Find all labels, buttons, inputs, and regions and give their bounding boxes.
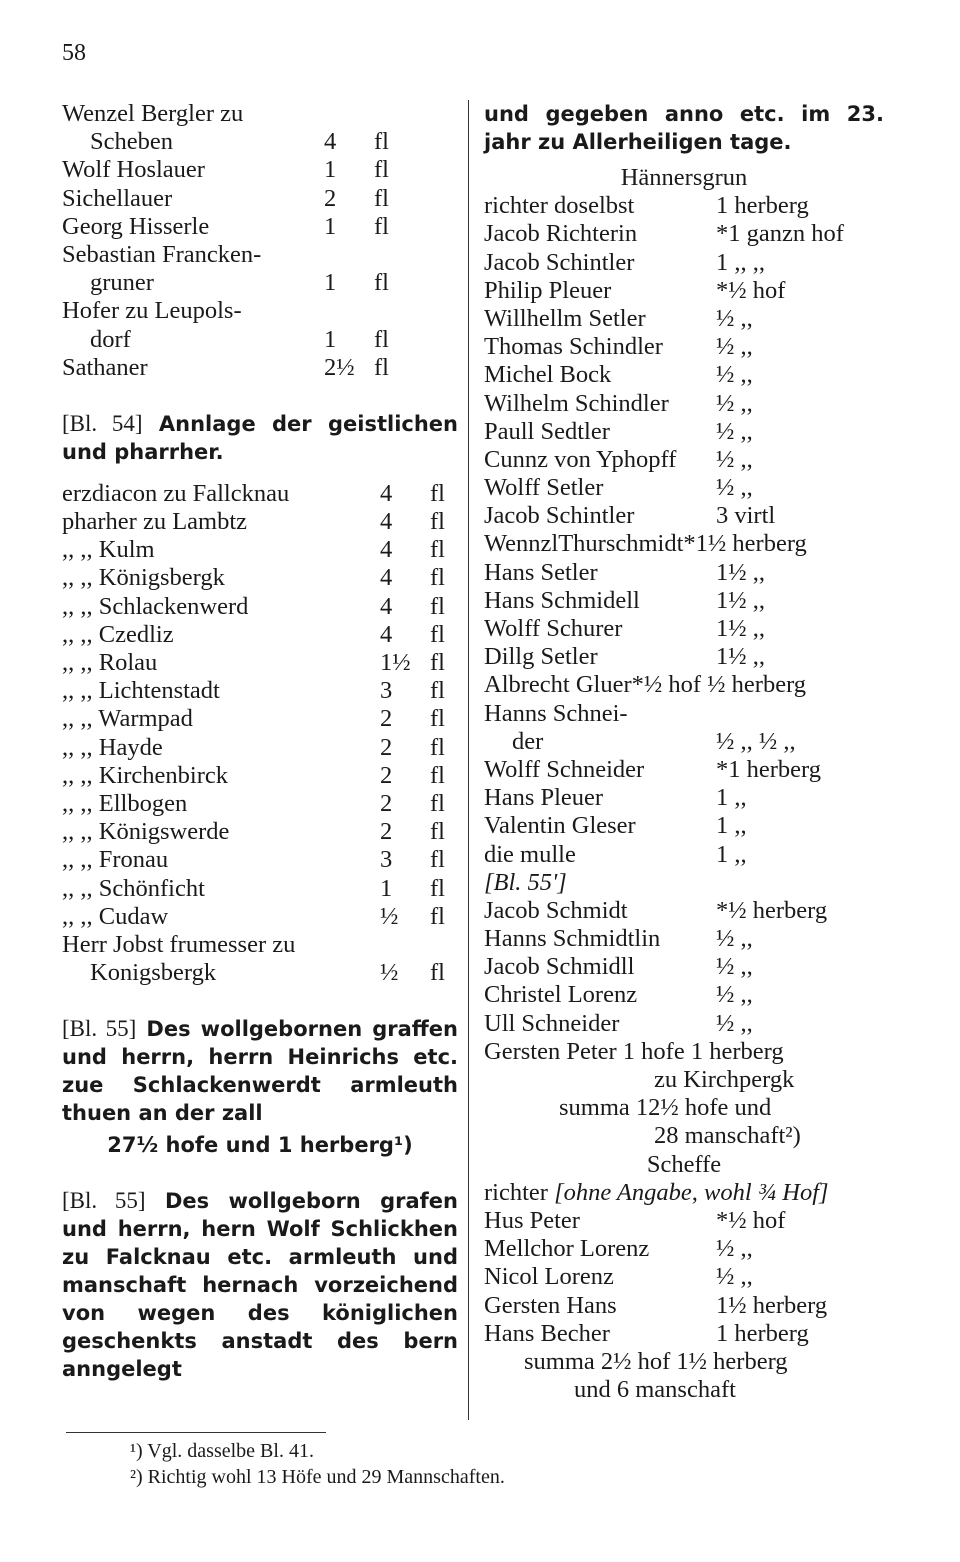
entry-row bbox=[484, 220, 884, 248]
entry-name: Hanns Schnei- bbox=[484, 699, 628, 727]
entry-name: Jacob Schmidll bbox=[484, 953, 635, 981]
entry-value: ½ ,, bbox=[716, 953, 753, 981]
entry-name: Wolf Hoslauer bbox=[62, 156, 205, 184]
richter-note: [ohne Angabe, wohl ¾ Hof] bbox=[554, 1178, 829, 1206]
entry-row bbox=[484, 812, 884, 840]
entry-name: dorf bbox=[90, 325, 131, 353]
entry-value: *½ herberg bbox=[716, 896, 828, 924]
entry-name: Jacob Richterin bbox=[484, 220, 638, 248]
entry-row bbox=[484, 249, 884, 277]
sum1-manschaft: 28 manschaft²) bbox=[654, 1122, 801, 1150]
entry-name: Jacob Schintler bbox=[484, 248, 635, 276]
entry-row bbox=[484, 1010, 884, 1038]
entry-amount: 1 bbox=[324, 156, 337, 184]
entry-unit: fl bbox=[430, 592, 445, 620]
entry-name: Jacob Schmidt bbox=[484, 896, 628, 924]
right-list-a bbox=[484, 192, 884, 869]
left-column bbox=[62, 100, 458, 1383]
entry-name: Willhellm Setler bbox=[484, 304, 646, 332]
entry-name: Nicol Lorenz bbox=[484, 1263, 614, 1291]
entry-amount: 4 bbox=[380, 592, 393, 620]
entry-row bbox=[484, 756, 884, 784]
entry-name: richter doselbst bbox=[484, 192, 635, 220]
entry-amount: 4 bbox=[324, 128, 337, 156]
entry-row bbox=[484, 925, 884, 953]
entry-value: ½ ,, bbox=[716, 474, 753, 502]
entry-amount: 4 bbox=[380, 564, 393, 592]
entry-name: Gersten Hans bbox=[484, 1291, 617, 1319]
entry-name: Sathaner bbox=[62, 353, 148, 381]
entry-unit: fl bbox=[374, 353, 389, 381]
entry-unit: fl bbox=[430, 761, 445, 789]
entry-amount: 2 bbox=[380, 789, 393, 817]
entry-unit: fl bbox=[374, 156, 389, 184]
entry-row bbox=[62, 354, 458, 382]
entry-unit: fl bbox=[430, 818, 445, 846]
entry-value: ½ ,, bbox=[716, 981, 753, 1009]
entry-amount: 3 bbox=[380, 677, 393, 705]
entry-name: ,, ,, Ellbogen bbox=[62, 789, 188, 817]
entry-value: ½ ,, bbox=[716, 417, 753, 445]
entry-value: *1 herberg bbox=[716, 755, 821, 783]
entry-name: Wolff Schneider bbox=[484, 755, 645, 783]
entry-row bbox=[62, 677, 458, 705]
entry-value: 1½ herberg bbox=[716, 1291, 828, 1319]
entry-name: ,, ,, Czedliz bbox=[62, 620, 174, 648]
entry-name: Mellchor Lorenz bbox=[484, 1235, 650, 1263]
entry-row bbox=[62, 762, 458, 790]
entry-row bbox=[484, 530, 884, 558]
entry-amount: 4 bbox=[380, 536, 393, 564]
right-column bbox=[484, 100, 884, 1404]
entry-row bbox=[62, 128, 458, 156]
entry-unit: fl bbox=[374, 184, 389, 212]
entry-row bbox=[62, 326, 458, 354]
entry-name: Wolff Setler bbox=[484, 474, 604, 502]
entry-name: Hans Becher bbox=[484, 1319, 610, 1347]
entry-name: ,, ,, Kulm bbox=[62, 536, 155, 564]
entry-name: Christel Lorenz bbox=[484, 981, 638, 1009]
folio-ref-text: [Bl. 55'] bbox=[484, 868, 567, 896]
entry-value: ½ ,, bbox=[716, 389, 753, 417]
entry-name: Philip Pleuer bbox=[484, 276, 612, 304]
entry-name: ,, ,, Rolau bbox=[62, 649, 158, 676]
entry-value: ½ ,, bbox=[716, 1263, 753, 1291]
entry-name: ,, ,, Königsbergk bbox=[62, 564, 225, 592]
entry-row bbox=[484, 305, 884, 333]
entry-row bbox=[484, 784, 884, 812]
entry-amount: ½ bbox=[380, 959, 399, 987]
right-list-c bbox=[484, 1207, 884, 1348]
entry-name: Scheben bbox=[90, 128, 173, 156]
entry-value: 1½ ,, bbox=[716, 643, 765, 671]
heading-total: 27½ hofe und 1 herberg¹) bbox=[107, 1133, 413, 1158]
entry-row bbox=[484, 559, 884, 587]
entry-unit: fl bbox=[430, 846, 445, 874]
entry-row bbox=[62, 931, 458, 959]
entry-value: 1½ ,, bbox=[716, 586, 765, 614]
entry-row bbox=[484, 502, 884, 530]
entry-name: der bbox=[512, 727, 544, 755]
entry-name: Dillg Setler bbox=[484, 643, 598, 671]
entry-name: Albrecht Gluer*½ hof ½ herberg bbox=[484, 671, 807, 699]
entry-unit: fl bbox=[430, 508, 445, 536]
entry-name: Georg Hisserle bbox=[62, 212, 210, 240]
right-list-b bbox=[484, 897, 884, 1066]
entry-unit: fl bbox=[430, 705, 445, 733]
entry-value: ½ ,, bbox=[716, 925, 753, 953]
heading-text: Annlage der geistlichen und pharrher. bbox=[62, 411, 458, 464]
entry-name: ,, ,, Hayde bbox=[62, 733, 163, 761]
footnotes bbox=[130, 1438, 505, 1490]
heading-text: Des wollgeborn grafen und herrn, hern Wolf Schlickhen zu Falcknau etc. armleuth und manschaft hernach vorzeichend von wegen des königlichen geschenkts anstadt des bern anngelegt bbox=[62, 1189, 458, 1382]
entry-row bbox=[484, 841, 884, 869]
entry-unit: fl bbox=[430, 874, 445, 902]
entry-row bbox=[62, 649, 458, 677]
entry-row bbox=[484, 643, 884, 671]
entry-name: ,, ,, Schlackenwerd bbox=[62, 592, 249, 620]
entry-value: ½ ,, bbox=[716, 445, 753, 473]
entry-row bbox=[484, 333, 884, 361]
entry-name: ,, ,, Warmpad bbox=[62, 705, 193, 733]
entry-row bbox=[62, 269, 458, 297]
entry-value: ½ ,, bbox=[716, 361, 753, 389]
entry-amount: 2 bbox=[380, 761, 393, 789]
entry-row bbox=[62, 536, 458, 564]
entry-name: Wolff Schurer bbox=[484, 615, 623, 642]
entry-amount: 4 bbox=[380, 479, 393, 507]
left-list-a bbox=[62, 100, 458, 382]
place-scheffe: Scheffe bbox=[646, 1150, 722, 1178]
entry-row bbox=[62, 241, 458, 269]
entry-value: *½ hof bbox=[716, 1206, 786, 1234]
entry-name: Paull Sedtler bbox=[484, 417, 610, 445]
entry-amount: 2 bbox=[380, 818, 393, 846]
heading-annlage bbox=[62, 410, 458, 466]
entry-name: Thomas Schindler bbox=[484, 333, 663, 361]
entry-name: Hanns Schmidtlin bbox=[484, 925, 661, 953]
intro-text: und gegeben anno etc. im 23. jahr zu Allerheiligen tage. bbox=[484, 102, 884, 154]
entry-row bbox=[62, 875, 458, 903]
entry-name: Hus Peter bbox=[484, 1206, 580, 1234]
entry-name: Hans Pleuer bbox=[484, 784, 604, 812]
entry-value: 1 ,, ,, bbox=[716, 248, 765, 276]
entry-amount: 4 bbox=[380, 508, 393, 536]
entry-amount: 1 bbox=[380, 874, 393, 902]
entry-amount: 2 bbox=[380, 705, 393, 733]
entry-amount: 2½ bbox=[324, 353, 355, 381]
entry-name: erzdiacon zu Fallcknau bbox=[62, 479, 290, 507]
entry-row bbox=[484, 700, 884, 728]
entry-unit: fl bbox=[430, 479, 445, 507]
entry-amount: 2 bbox=[324, 184, 337, 212]
footnote-1: ¹) Vgl. dasselbe Bl. 41. bbox=[130, 1440, 314, 1462]
entry-unit: fl bbox=[430, 620, 445, 648]
entry-name: ,, ,, Königswerde bbox=[62, 818, 230, 846]
entry-name: Michel Bock bbox=[484, 361, 612, 389]
entry-name: Cunnz von Yphopff bbox=[484, 445, 677, 473]
entry-row bbox=[62, 100, 458, 128]
entry-name: Hans Setler bbox=[484, 558, 598, 586]
entry-row bbox=[484, 446, 884, 474]
entry-value: *1 ganzn hof bbox=[716, 220, 844, 248]
entry-row bbox=[62, 508, 458, 536]
entry-row bbox=[484, 418, 884, 446]
entry-row bbox=[62, 846, 458, 874]
entry-row bbox=[484, 1038, 884, 1066]
entry-row bbox=[62, 959, 458, 987]
sum1-place: zu Kirchpergk bbox=[654, 1066, 795, 1093]
heading-schlackenwerdt bbox=[62, 1015, 458, 1127]
entry-row bbox=[62, 156, 458, 184]
entry-name: Wenzel Bergler zu bbox=[62, 100, 244, 127]
entry-row bbox=[484, 474, 884, 502]
entry-name: Herr Jobst frumesser zu bbox=[62, 930, 296, 958]
folio-ref bbox=[484, 869, 884, 897]
entry-name: Gersten Peter 1 hofe 1 herberg bbox=[484, 1037, 784, 1065]
entry-unit: fl bbox=[430, 564, 445, 592]
entry-unit: fl bbox=[430, 902, 445, 930]
entry-name: pharher zu Lambtz bbox=[62, 508, 248, 536]
page-number: 58 bbox=[62, 40, 86, 66]
left-list-b bbox=[62, 480, 458, 987]
entry-row bbox=[484, 361, 884, 389]
entry-name: die mulle bbox=[484, 840, 576, 868]
richter-label: richter bbox=[484, 1178, 555, 1206]
sum2-manschaft: und 6 manschaft bbox=[574, 1376, 736, 1404]
entry-row bbox=[484, 981, 884, 1009]
entry-row bbox=[484, 277, 884, 305]
entry-row bbox=[484, 1207, 884, 1235]
entry-unit: fl bbox=[430, 536, 445, 564]
entry-name: ,, ,, Kirchenbirck bbox=[62, 761, 228, 789]
entry-row bbox=[484, 728, 884, 756]
heading-text: Des wollgebornen graffen und herrn, herrn Heinrichs etc. zue Schlackenwerdt armleuth thuen an der zall bbox=[62, 1017, 458, 1126]
entry-name: Valentin Gleser bbox=[484, 812, 636, 840]
folio-ref: [Bl. 55] bbox=[62, 1016, 137, 1042]
entry-row bbox=[484, 897, 884, 925]
entry-value: 1½ ,, bbox=[716, 558, 765, 586]
entry-value: 1 ,, bbox=[716, 784, 747, 812]
entry-name: Wilhelm Schindler bbox=[484, 389, 669, 417]
entry-row bbox=[62, 297, 458, 325]
entry-row bbox=[484, 1292, 884, 1320]
entry-amount: 1 bbox=[324, 325, 337, 353]
entry-unit: fl bbox=[374, 325, 389, 353]
entry-value: 1½ ,, bbox=[716, 615, 765, 642]
entry-unit: fl bbox=[430, 959, 445, 987]
footnote-2: ²) Richtig wohl 13 Höfe und 29 Mannschaften. bbox=[130, 1466, 505, 1488]
entry-row bbox=[62, 705, 458, 733]
sum1-summa: summa 12½ hofe und bbox=[559, 1094, 772, 1122]
entry-value: *½ hof bbox=[716, 276, 786, 304]
heading-falcknau bbox=[62, 1187, 458, 1383]
entry-row bbox=[484, 953, 884, 981]
entry-name: WennzlThurschmidt*1½ herberg bbox=[484, 530, 807, 558]
entry-name: Ull Schneider bbox=[484, 1009, 620, 1037]
entry-amount: 4 bbox=[380, 620, 393, 648]
entry-row bbox=[62, 593, 458, 621]
entry-name: Konigsbergk bbox=[90, 959, 217, 987]
entry-row bbox=[62, 621, 458, 649]
richter-line bbox=[484, 1179, 884, 1207]
entry-unit: fl bbox=[430, 649, 445, 676]
entry-row bbox=[484, 615, 884, 643]
entry-row bbox=[484, 192, 884, 220]
entry-name: ,, ,, Lichtenstadt bbox=[62, 677, 220, 705]
entry-row bbox=[62, 564, 458, 592]
entry-value: ½ ,, bbox=[716, 304, 753, 332]
entry-row bbox=[62, 790, 458, 818]
column-divider bbox=[468, 100, 469, 1420]
entry-value: 1 ,, bbox=[716, 840, 747, 868]
entry-name: Jacob Schintler bbox=[484, 502, 635, 530]
entry-unit: fl bbox=[374, 128, 389, 156]
entry-amount: 1½ bbox=[380, 649, 411, 676]
sum2-summa: summa 2½ hof 1½ herberg bbox=[524, 1347, 788, 1375]
entry-amount: 2 bbox=[380, 733, 393, 761]
entry-row bbox=[62, 734, 458, 762]
folio-ref: [Bl. 54] bbox=[62, 410, 143, 436]
entry-name: Hans Schmidell bbox=[484, 586, 640, 614]
entry-name: ,, ,, Schönficht bbox=[62, 874, 205, 902]
entry-row bbox=[62, 213, 458, 241]
entry-row bbox=[62, 480, 458, 508]
entry-value: ½ ,, bbox=[716, 1009, 753, 1037]
entry-name: gruner bbox=[90, 269, 154, 297]
entry-row bbox=[62, 185, 458, 213]
entry-row bbox=[484, 1235, 884, 1263]
entry-row bbox=[62, 903, 458, 931]
entry-amount: 1 bbox=[324, 212, 337, 240]
entry-unit: fl bbox=[374, 212, 389, 240]
entry-row bbox=[484, 1263, 884, 1291]
entry-amount: 1 bbox=[324, 269, 337, 297]
entry-unit: fl bbox=[430, 733, 445, 761]
entry-name: Hofer zu Leupols- bbox=[62, 297, 242, 325]
entry-value: 1 ,, bbox=[716, 812, 747, 840]
entry-row bbox=[484, 390, 884, 418]
entry-name: Sichellauer bbox=[62, 184, 173, 212]
entry-unit: fl bbox=[430, 677, 445, 705]
entry-row bbox=[484, 1320, 884, 1348]
entry-name: ,, ,, Fronau bbox=[62, 846, 169, 874]
place-hannersgrun: Hännersgrun bbox=[620, 164, 748, 191]
folio-ref: [Bl. 55] bbox=[62, 1188, 146, 1214]
entry-unit: fl bbox=[430, 789, 445, 817]
entry-name: ,, ,, Cudaw bbox=[62, 902, 169, 930]
entry-value: ½ ,, ½ ,, bbox=[716, 727, 796, 755]
entry-value: 3 virtl bbox=[716, 502, 776, 530]
entry-amount: ½ bbox=[380, 902, 399, 930]
entry-value: 1 herberg bbox=[716, 1319, 809, 1347]
entry-value: 1 herberg bbox=[716, 192, 809, 220]
entry-name: Sebastian Francken- bbox=[62, 240, 262, 268]
entry-unit: fl bbox=[374, 269, 389, 297]
entry-amount: 3 bbox=[380, 846, 393, 874]
entry-value: ½ ,, bbox=[716, 1235, 753, 1263]
entry-row bbox=[62, 818, 458, 846]
footnote-rule bbox=[66, 1432, 326, 1433]
entry-row bbox=[484, 671, 884, 699]
entry-row bbox=[484, 587, 884, 615]
entry-value: ½ ,, bbox=[716, 333, 753, 361]
